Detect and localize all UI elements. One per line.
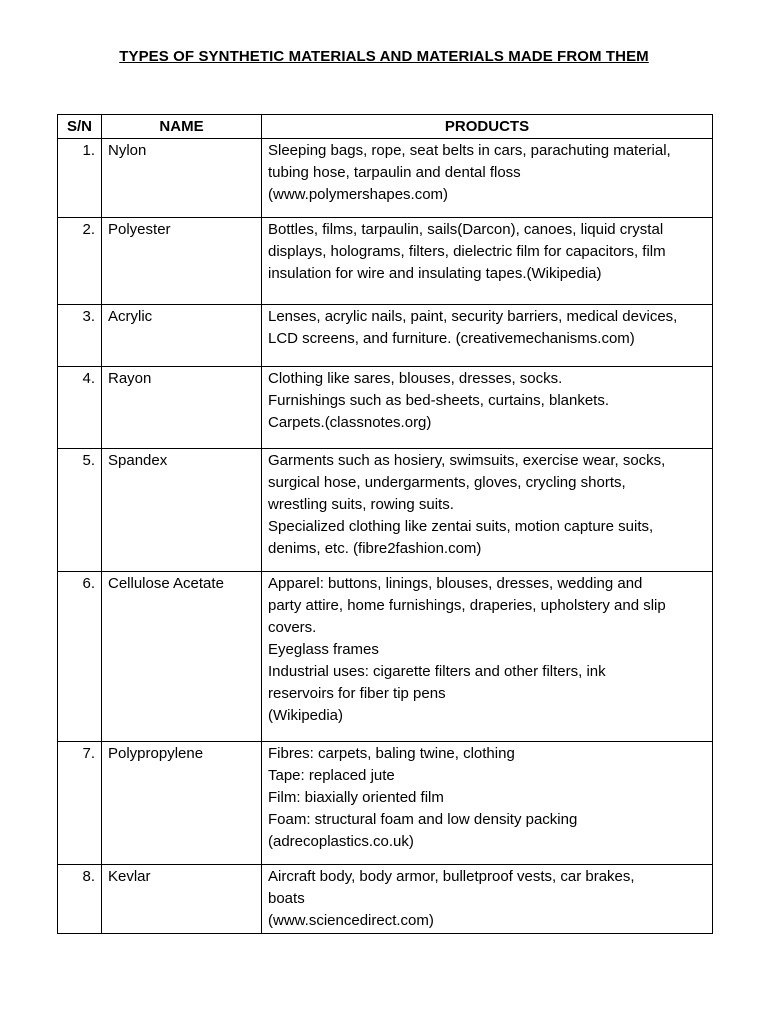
product-line: wrestling suits, rowing suits. xyxy=(268,496,454,513)
product-line: Apparel: buttons, linings, blouses, dresses, wedding and xyxy=(268,575,643,592)
product-line: Eyeglass frames xyxy=(268,641,379,658)
table-row xyxy=(58,865,713,934)
table-row xyxy=(58,305,713,367)
row-name: Polypropylene xyxy=(102,742,262,865)
row-sn: 3. xyxy=(58,305,102,367)
table-row xyxy=(58,449,713,572)
row-sn: 8. xyxy=(58,865,102,934)
product-line: LCD screens, and furniture. (creativemechanisms.com) xyxy=(268,330,635,347)
product-line: Bottles, films, tarpaulin, sails(Darcon), canoes, liquid crystal xyxy=(268,221,664,238)
product-line: (www.polymershapes.com) xyxy=(268,186,449,203)
header-name: NAME xyxy=(102,115,262,139)
document-title: TYPES OF SYNTHETIC MATERIALS AND MATERIALS MADE FROM THEM xyxy=(119,48,649,65)
product-line: Lenses, acrylic nails, paint, security barriers, medical devices, xyxy=(268,308,678,325)
row-sn: 7. xyxy=(58,742,102,865)
row-products xyxy=(262,865,713,934)
header-sn: S/N xyxy=(58,115,102,139)
row-products xyxy=(262,367,713,449)
product-line: displays, holograms, filters, dielectric film for capacitors, film xyxy=(268,243,666,260)
row-sn: 1. xyxy=(58,139,102,218)
materials-table xyxy=(57,114,713,934)
product-line: Film: biaxially oriented film xyxy=(268,789,444,806)
header-products: PRODUCTS xyxy=(262,115,713,139)
product-line: Tape: replaced jute xyxy=(268,767,395,784)
product-line: tubing hose, tarpaulin and dental floss xyxy=(268,164,521,181)
row-products xyxy=(262,139,713,218)
product-line: (adrecoplastics.co.uk) xyxy=(268,833,414,850)
product-line: Specialized clothing like zentai suits, motion capture suits, xyxy=(268,518,654,535)
product-line: reservoirs for fiber tip pens xyxy=(268,685,446,702)
row-name: Rayon xyxy=(102,367,262,449)
table-header-row xyxy=(58,115,713,139)
row-name: Acrylic xyxy=(102,305,262,367)
table-row xyxy=(58,367,713,449)
product-line: Furnishings such as bed-sheets, curtains, blankets. xyxy=(268,392,610,409)
row-products xyxy=(262,449,713,572)
row-sn: 5. xyxy=(58,449,102,572)
product-line: Sleeping bags, rope, seat belts in cars, parachuting material, xyxy=(268,142,671,159)
product-line: boats xyxy=(268,890,305,907)
row-sn: 4. xyxy=(58,367,102,449)
row-name: Spandex xyxy=(102,449,262,572)
product-line: party attire, home furnishings, draperies, upholstery and slip xyxy=(268,597,666,614)
row-sn: 2. xyxy=(58,218,102,305)
product-line: Aircraft body, body armor, bulletproof vests, car brakes, xyxy=(268,868,635,885)
product-line: (Wikipedia) xyxy=(268,707,344,724)
product-line: Foam: structural foam and low density packing xyxy=(268,811,578,828)
row-products xyxy=(262,742,713,865)
row-name: Kevlar xyxy=(102,865,262,934)
product-line: surgical hose, undergarments, gloves, crycling shorts, xyxy=(268,474,626,491)
row-sn: 6. xyxy=(58,572,102,742)
product-line: denims, etc. (fibre2fashion.com) xyxy=(268,540,482,557)
row-products xyxy=(262,218,713,305)
product-line: (www.sciencedirect.com) xyxy=(268,912,434,929)
product-line: covers. xyxy=(268,619,317,636)
row-name: Nylon xyxy=(102,139,262,218)
product-line: Clothing like sares, blouses, dresses, socks. xyxy=(268,370,563,387)
product-line: Garments such as hosiery, swimsuits, exercise wear, socks, xyxy=(268,452,666,469)
product-line: Fibres: carpets, baling twine, clothing xyxy=(268,745,515,762)
table-row xyxy=(58,572,713,742)
row-name: Polyester xyxy=(102,218,262,305)
product-line: insulation for wire and insulating tapes.(Wikipedia) xyxy=(268,265,602,282)
row-products xyxy=(262,305,713,367)
table-row xyxy=(58,218,713,305)
table-row xyxy=(58,742,713,865)
table-row xyxy=(58,139,713,218)
row-name: Cellulose Acetate xyxy=(102,572,262,742)
product-line: Industrial uses: cigarette filters and other filters, ink xyxy=(268,663,606,680)
product-line: Carpets.(classnotes.org) xyxy=(268,414,432,431)
row-products xyxy=(262,572,713,742)
